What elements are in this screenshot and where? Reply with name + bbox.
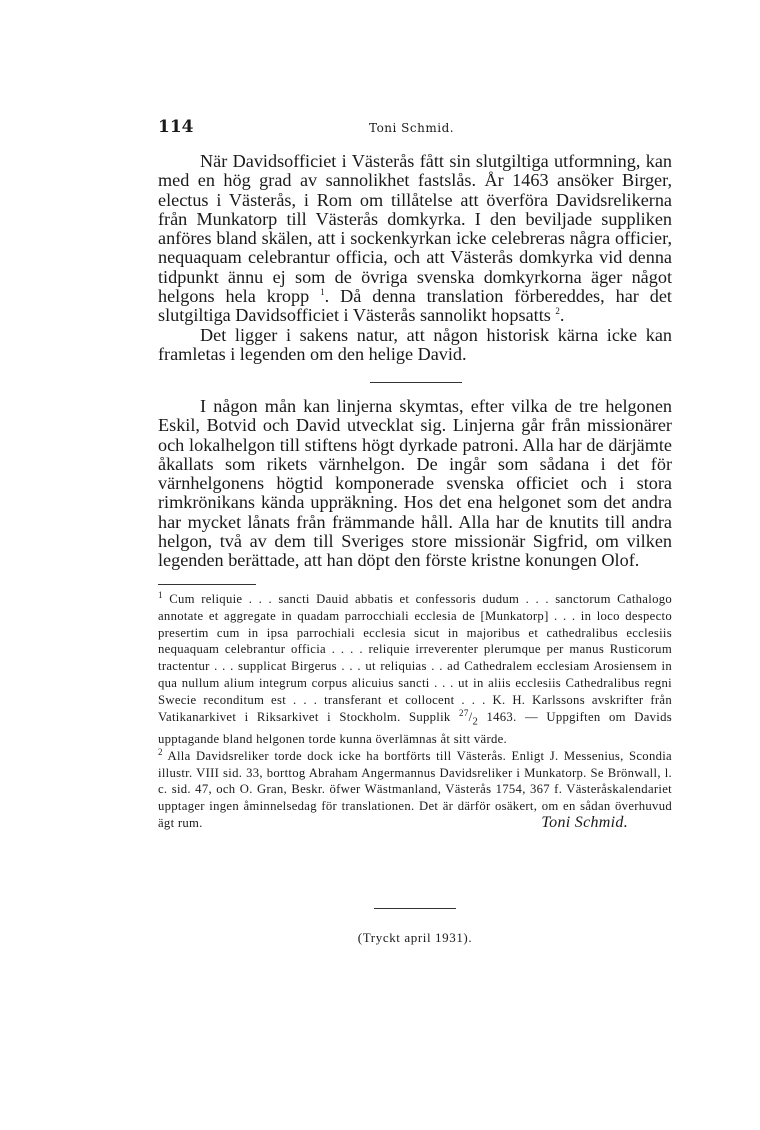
section-divider (370, 382, 462, 383)
section-davidsofficiet (158, 152, 672, 364)
paragraph-davidsofficiet: När Davidsofficiet i Västerås fått sin slutgiltiga utformning, kan med en hög grad av sannolikhet fastslås. År 1463 ansöker Birger, electus i Västerås, i Rom om tillåtelse att överföra Davidsrelikerna från Munkatorp till Västerås domkyrka. I den beviljade suppliken anföres bland skälen, att i sockenkyrkan icke celebreras några officier, nequaquam celebrantur officia, och att Västerås domkyrka vid denna tidpunkt ännu ej som de övriga svenska domkyrkorna äger något helgons hela kropp $^1$. Då denna translation förbereddes, har det slutgiltiga Davidsofficiet i Västerås sannolikt hopsatts $^2$. (158, 151, 672, 326)
paragraph-historisk-karna: Det ligger i sakens natur, att någon historisk kärna icke kan framletas i legenden om den helige David. (158, 324, 672, 364)
footnote-2 (158, 748, 672, 832)
imprint-divider (374, 908, 456, 909)
footnote-2-text: $^2$ Alla Davidsreliker torde dock icke ha bortförts till Västerås. Enligt J. Messenius, Scondia illustr. VIII sid. 33, borttog Abraham Angermannus Davidsreliker i Munkatorp. Se Brönwall, l. c. sid. 47, och O. Gran, Beskr. öfwer Wästmanland, Västerås 1754, 367 f. Västeråskalendariet upptager ingen åminnelsedag för translationen. Det är därför osäkert, om en sådan överhuvud ägt rum. (158, 746, 672, 830)
footnote-1: $^1$ Cum reliquie . . . sancti Dauid abbatis et confessoris dudum . . . sanctorum Cathalogo annotate et aggregate in quadam parrocchiali ecclesia de [Munkatorp] . . . in loco despecto presertim cum in ipsa parrochiali ecclesia sicut in majoribus et cathedralibus ecclesiis nequaquam celebrantur officia . . . . reliquie irreverenter plerumque per manus Rusticorum tractentur . . . supplicat Birgerus . . . ut reliquias . . ad Cathedralem ecclesiam Arosiensem in qua nullum alium integrum corpus alicuius sancti . . . ut in aliis ecclesiis Cathedralibus regni Swecie reconditum est . . . transferant et collocent . . . K. H. Karlssons avskrifter från Vatikanarkivet i Riksarkivet i Stockholm. Supplik $^{27}/_2$ 1463. — Uppgiften om Davids upptagande bland helgonen torde kunna överlämnas åt sitt värde. (158, 589, 672, 746)
author-signature: Toni Schmid. (541, 813, 628, 831)
imprint-date: (Tryckt april 1931). (357, 930, 473, 945)
paragraph-helgonen: I någon mån kan linjerna skymtas, efter vilka de tre helgonen Eskil, Botvid och David utvecklat sig. Linjerna går från missionärer och lokalhelgon till stiftens högt dyrkade patroni. Alla har de därjämte åkallats som rikets värnhelgon. De ingår som sådana i det för värnhelgonens högtid komponerade svenska officiet och i stora rimkrönikans kända uppräkning. Hos det ena helgonet som det andra har mycket lånats från främmande håll. Alla har de knutits till andra helgon, två av dem till Sveriges store missionär Sigfrid, om vilken legenden berättade, att han döpt den förste kristne konungen Olof. (158, 396, 672, 571)
page-header (158, 117, 673, 137)
footnote-divider (158, 584, 256, 585)
running-head: Toni Schmid. (369, 121, 455, 135)
page-number: 114 (158, 117, 194, 137)
footnotes (158, 591, 672, 832)
section-helgonen (158, 397, 672, 571)
